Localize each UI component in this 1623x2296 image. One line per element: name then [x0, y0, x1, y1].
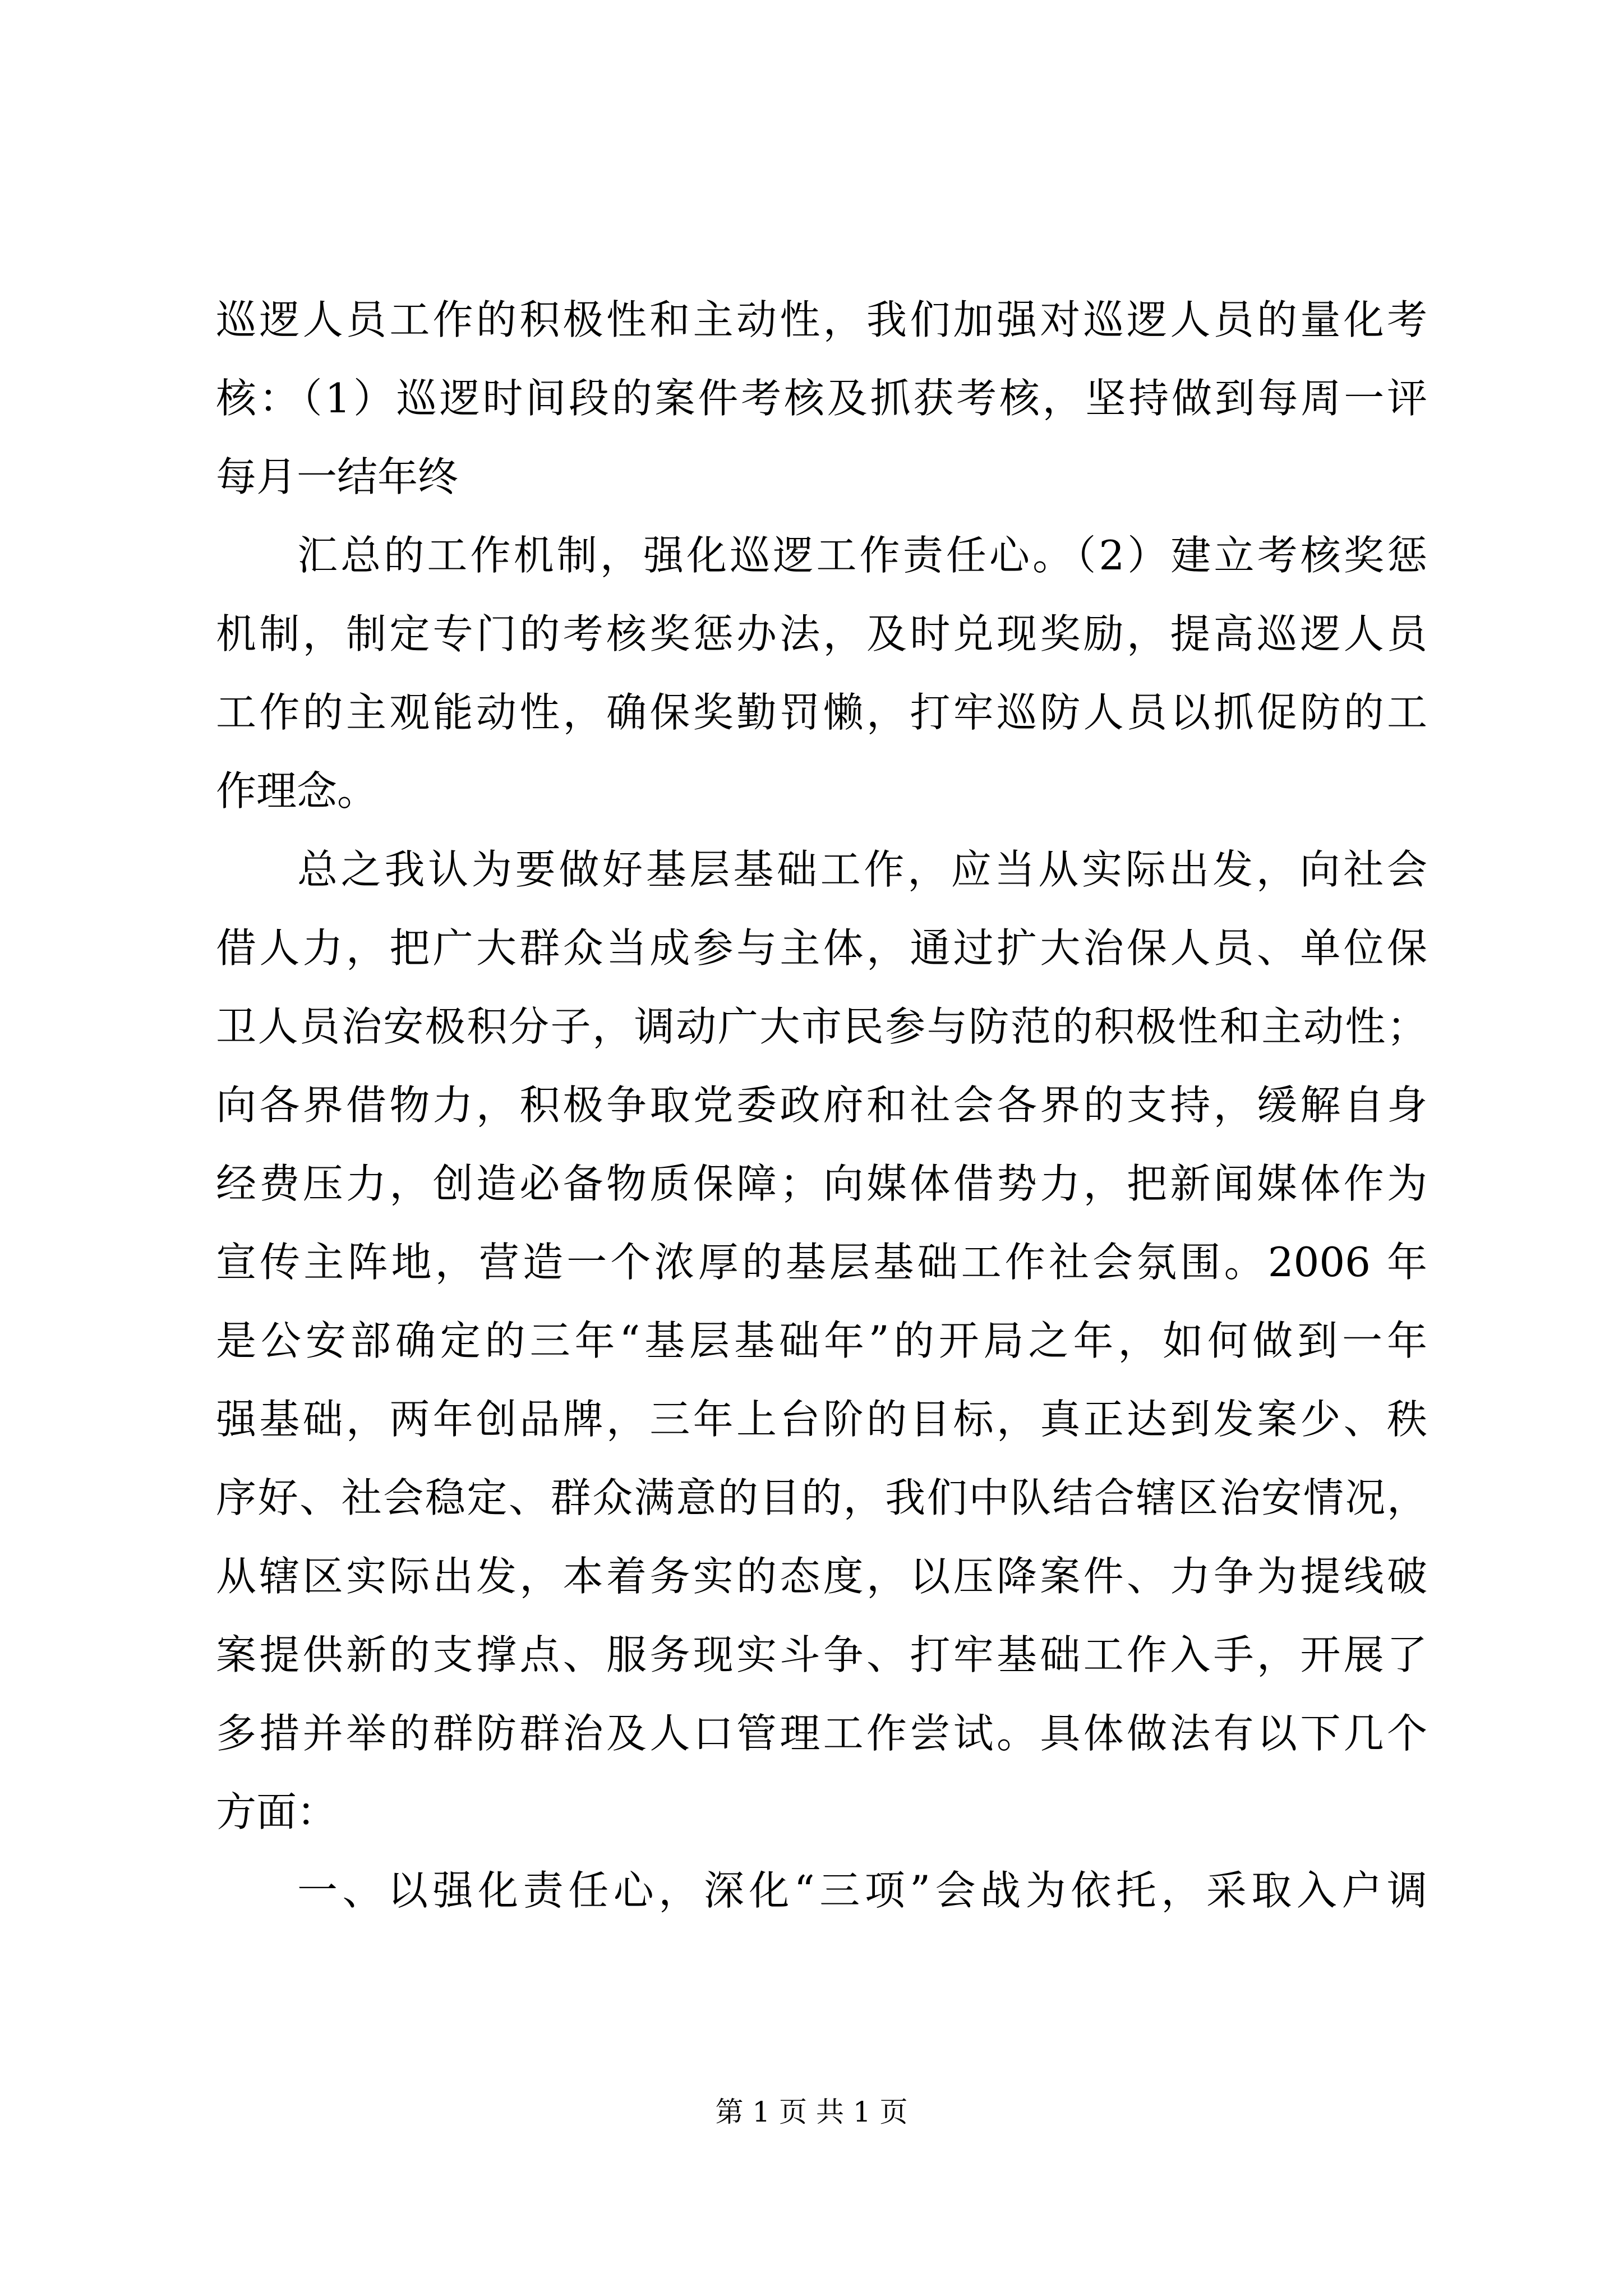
text-line-6: 工作的主观能动性，确保奖勤罚懒，打牢巡防人员以抓促防的工 — [216, 689, 1427, 736]
text-line-10: 卫人员治安极积分子，调动广大市民参与防范的积极性和主动性； — [216, 1003, 1427, 1050]
text-line-14: 是公安部确定的三年“基层基础年”的开局之年，如何做到一年 — [216, 1317, 1427, 1364]
text-line-3: 每月一结年终 — [216, 453, 459, 500]
text-line-4: 汇总的工作机制，强化巡逻工作责任心。（2）建立考核奖惩 — [297, 532, 1427, 579]
text-line-1: 巡逻人员工作的积极性和主动性，我们加强对巡逻人员的量化考 — [216, 296, 1427, 343]
text-line-11: 向各界借物力，积极争取党委政府和社会各界的支持，缓解自身 — [216, 1082, 1427, 1129]
text-line-13: 宣传主阵地，营造一个浓厚的基层基础工作社会氛围。2006 年 — [216, 1239, 1427, 1286]
text-line-7: 作理念。 — [216, 767, 378, 815]
text-line-5: 机制，制定专门的考核奖惩办法，及时兑现奖励，提高巡逻人员 — [216, 610, 1427, 657]
text-line-12: 经费压力，创造必备物质保障；向媒体借势力，把新闻媒体作为 — [216, 1160, 1427, 1207]
text-line-19: 多措并举的群防群治及人口管理工作尝试。具体做法有以下几个 — [216, 1710, 1427, 1757]
text-line-2: 核：（1）巡逻时间段的案件考核及抓获考核，坚持做到每周一评 — [216, 375, 1427, 422]
text-line-18: 案提供新的支撑点、服务现实斗争、打牢基础工作入手，开展了 — [216, 1631, 1427, 1678]
page-footer: 第 1 页 共 1 页 — [715, 2096, 908, 2128]
text-line-16: 序好、社会稳定、群众满意的目的，我们中队结合辖区治安情况， — [216, 1474, 1427, 1521]
text-line-20: 方面： — [216, 1788, 338, 1835]
text-line-8: 总之我认为要做好基层基础工作，应当从实际出发，向社会 — [297, 846, 1427, 893]
text-line-15: 强基础，两年创品牌，三年上台阶的目标，真正达到发案少、秩 — [216, 1396, 1427, 1443]
text-line-17: 从辖区实际出发，本着务实的态度，以压降案件、力争为提线破 — [216, 1553, 1427, 1600]
text-line-9: 借人力，把广大群众当成参与主体，通过扩大治保人员、单位保 — [216, 924, 1427, 972]
text-line-21: 一、以强化责任心，深化“三项”会战为依托，采取入户调 — [297, 1867, 1427, 1914]
